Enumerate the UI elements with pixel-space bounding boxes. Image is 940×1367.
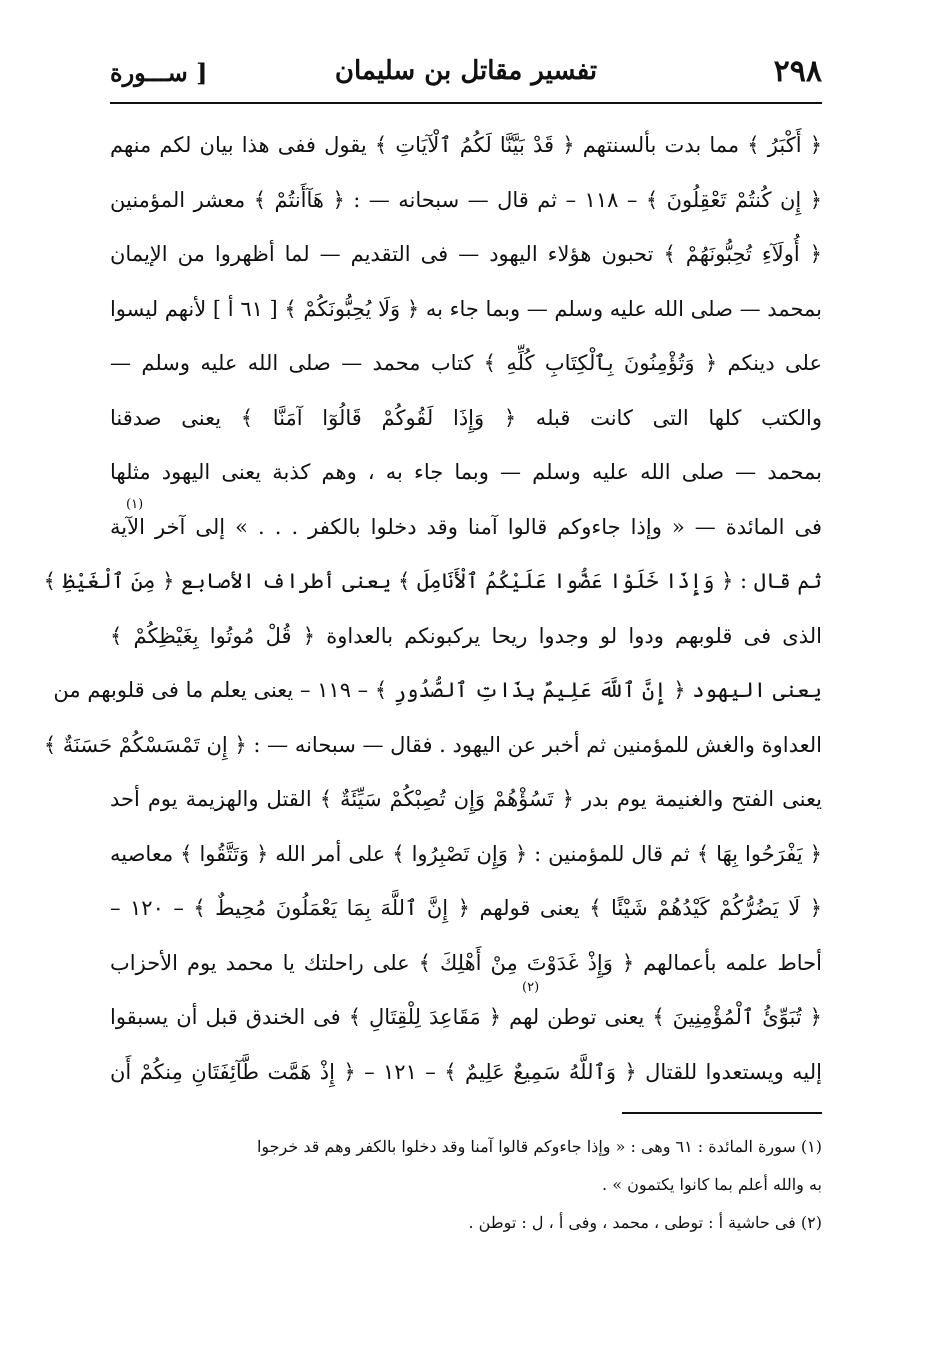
footnote-marker-1: (١) [126,497,144,512]
book-title: تفسير مقاتل بن سليمان [334,56,598,86]
main-text [43,118,823,1099]
text-line: ﴿ أُولَآءِ تُحِبُّونَهُمْ ﴾ تحبون هؤلاء اليهود — فى التقديم — لما أظهروا من الإيمان [110,242,822,266]
text-line: ثم قال : ﴿ وَإِذَا خَلَوْا عَضُّوا عَلَيْكُمُ ٱلْأَنَامِلَ ﴾ يعنى أطراف الأصابع ﴿ مِنَ ٱلْغَيْظِ ﴾ [43,569,822,593]
text-line: بمحمد — صلى الله عليه وسلم — وبما جاء به ﴿ وَلَا يُحِبُّونَكُمْ ﴾ [ ٦١ أ ] لأنهم ليسوا [109,296,822,321]
text-line: أحاط علمه بأعمالهم ﴿ وَإِذْ غَدَوْتَ مِنْ أَهْلِكَ ﴾ على راحلتك يا محمد يوم الأحزاب [110,950,822,975]
page-number: ٢٩٨ [773,54,822,89]
text-line: بمحمد — صلى الله عليه وسلم — وبما جاء به ، وهم كذبة يعنى اليهود مثلها [110,460,822,484]
text-line: ﴿ لَا يَضُرُّكُمْ كَيْدُهُمْ شَيْئًا ﴾ يعنى قولهم ﴿ إِنَّ ٱللَّهَ بِمَا يَعْمَلُونَ مُحِيطٌ ﴾ – ١٢٠ – [110,896,822,920]
text-line: والكتب كلها التى كانت قبله ﴿ وَإِذَا لَقُوكُمْ قَالُوٓا آمَنَّا ﴾ يعنى صدقنا [110,405,822,430]
footnote-marker-2: (٢) [522,980,540,995]
footnote-2: (٢) فى حاشية أ : توطى ، محمد ، وفى أ ، ل : توطن . [468,1213,822,1232]
text-line: إليه ويستعدوا للقتال ﴿ وَٱللَّهُ سَمِيعٌ عَلِيمٌ ﴾ – ١٢١ – ﴿ إِذْ هَمَّت طَّآئِفَتَانِ مِنكُمْ أَن [110,1059,822,1084]
footnote-1-line-1: (١) سورة المائدة : ٦١ وهى : « وإذا جاءوكم قالوا آمنا وقد دخلوا بالكفر وهم قد خرجوا [256,1137,822,1156]
text-line: على دينكم ﴿ وَتُؤْمِنُونَ بِٱلْكِتَابِ كُلِّهِ ﴾ كتاب محمد — صلى الله عليه وسلم — [110,351,822,375]
text-line: فى المائدة — « وإذا جاءوكم قالوا آمنا وقد دخلوا بالكفر . . . » إلى آخر الآية [110,514,822,539]
text-line: ﴿ أَكْبَرُ ﴾ مما بدت بألسنتهم ﴿ قَدْ بَيَّنَّا لَكُمُ ٱلْآيَاتِ ﴾ يقول ففى هذا بيان لكم منهم [110,133,822,157]
page-header [110,52,822,100]
header-rule [110,102,822,104]
surah-label: [ ســـورة [110,58,208,87]
footnote-rule [622,1112,822,1114]
text-line: يعنى اليهود ﴿ إِنَّ ٱللَّهَ عَلِيمٌ بِذَاتِ ٱلصُّدُورِ ﴾ – ١١٩ – يعنى يعلم ما فى قلوبهم من [53,678,822,702]
footnotes [110,1128,822,1242]
text-line: ﴿ تُبَوِّئُ ٱلْمُؤْمِنِينَ ﴾ يعنى توطن لهم ﴿ مَقَاعِدَ لِلْقِتَالِ ﴾ فى الخندق قبل أن يسبقوا [110,1005,822,1029]
text-line: ﴿ يَفْرَحُوا بِهَا ﴾ ثم قال للمؤمنين : ﴿ وَإِن تَصْبِرُوا ﴾ على أمر الله ﴿ وَتَتَّقُوا ﴾ معاصيه [110,841,822,866]
text-line: يعنى الفتح والغنيمة يوم بدر ﴿ تَسُؤْهُمْ وَإِن تُصِبْكُمْ سَيِّئَةٌ ﴾ القتل والهزيمة يوم أحد [110,787,822,811]
text-line: الذى فى قلوبهم ودوا لو وجدوا ريحا يركبونكم بالعداوة ﴿ قُلْ مُوتُوا بِغَيْظِكُمْ ﴾ [110,623,822,648]
text-line: ﴿ إِن كُنتُمْ تَعْقِلُونَ ﴾ – ١١٨ – ثم قال — سبحانه — : ﴿ هَآأَنتُمْ ﴾ معشر المؤمنين [110,187,823,212]
footnote-1-line-2: به والله أعلم بما كانوا يكتمون » . [602,1175,822,1194]
text-line: العداوة والغش للمؤمنين ثم أخبر عن اليهود . فقال — سبحانه — : ﴿ إِن تَمْسَسْكُمْ حَسَنَةٌ ﴾ [43,732,822,757]
